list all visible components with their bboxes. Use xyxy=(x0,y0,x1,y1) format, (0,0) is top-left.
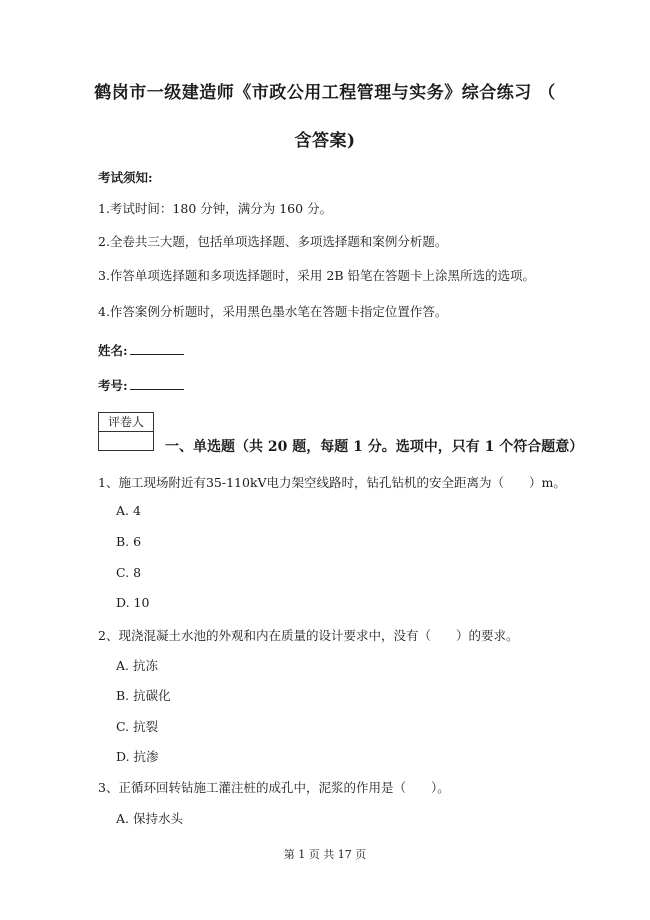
question-option: C. 8 xyxy=(116,565,142,580)
question-option: D. 抗渗 xyxy=(116,749,159,764)
exam-id-blank-line xyxy=(130,377,184,390)
question-option: D. 10 xyxy=(116,595,150,610)
name-label: 姓名: xyxy=(98,343,128,358)
question-option: A. 4 xyxy=(116,503,141,518)
question-option: B. 抗碳化 xyxy=(116,688,171,703)
exam-id-label: 考号: xyxy=(98,378,128,393)
name-field xyxy=(98,341,184,359)
question-option: C. 抗裂 xyxy=(116,719,159,734)
section-title: 一、单选题（共 20 题，每题 1 分。选项中，只有 1 个符合题意） xyxy=(165,439,584,455)
question-option: A. 保持水头 xyxy=(116,811,183,826)
grader-box xyxy=(98,412,154,451)
notice-item: 3.作答单项选择题和多项选择题时，采用 2B 铅笔在答题卡上涂黑所选的选项。 xyxy=(98,268,536,283)
document-title-line2: 含答案) xyxy=(294,131,356,151)
question-stem: 3、正循环回转钻施工灌注桩的成孔中，泥浆的作用是（ ）。 xyxy=(98,780,450,795)
question-stem: 2、现浇混凝土水池的外观和内在质量的设计要求中，没有（ ）的要求。 xyxy=(98,628,519,643)
exam-id-field xyxy=(98,376,184,394)
name-blank-line xyxy=(130,342,184,355)
notice-item: 2.全卷共三大题，包括单项选择题、多项选择题和案例分析题。 xyxy=(98,234,448,249)
document-title-line1: 鹤岗市一级建造师《市政公用工程管理与实务》综合练习 （ xyxy=(94,83,556,103)
question-option: A. 抗冻 xyxy=(116,658,158,673)
question-stem: 1、施工现场附近有35-110kV电力架空线路时，钻孔钻机的安全距离为（ ）m。 xyxy=(98,475,566,490)
notice-item: 1.考试时间：180 分钟，满分为 160 分。 xyxy=(98,201,333,216)
notice-heading: 考试须知: xyxy=(98,170,153,185)
question-option: B. 6 xyxy=(116,534,142,549)
page-footer: 第 1 页 共 17 页 xyxy=(283,848,367,861)
notice-item: 4.作答案例分析题时，采用黑色墨水笔在答题卡指定位置作答。 xyxy=(98,304,448,319)
grader-label: 评卷人 xyxy=(99,413,153,432)
